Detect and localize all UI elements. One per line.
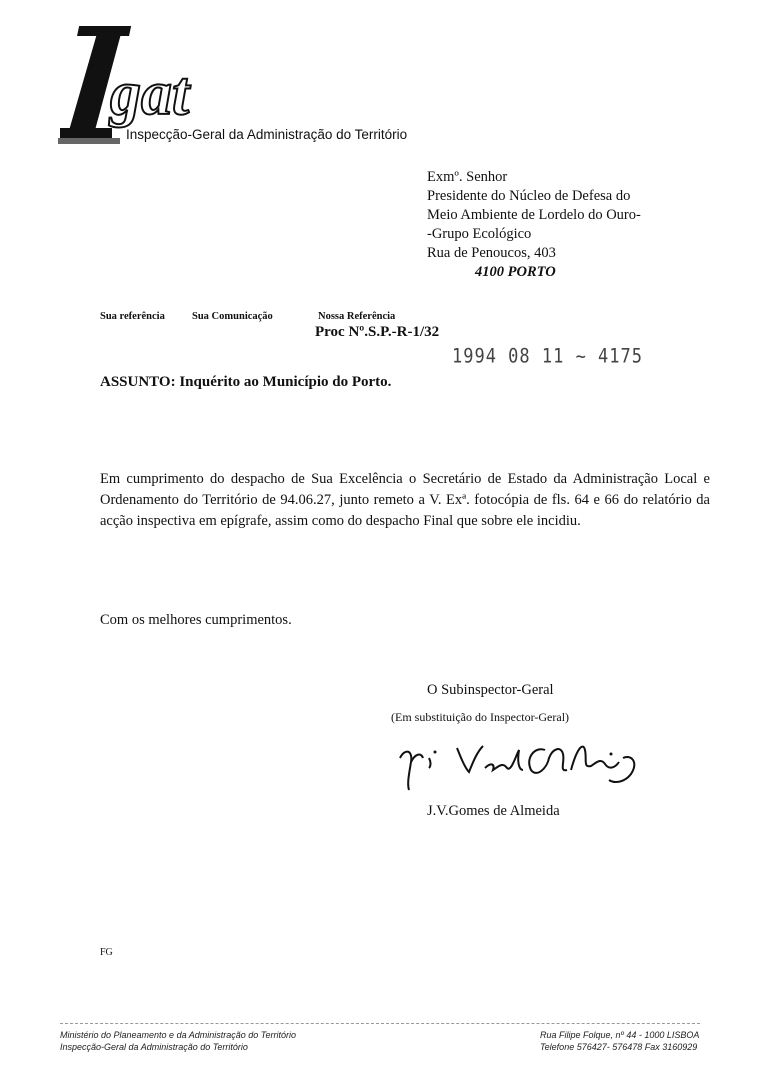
footer-address: Rua Filipe Folque, nº 44 - 1000 LISBOA: [540, 1030, 700, 1040]
recipient-line: Rua de Penoucos, 403: [427, 245, 556, 261]
your-reference-label: Sua referência: [100, 311, 165, 322]
recipient-line: Presidente do Núcleo de Defesa do: [427, 188, 631, 204]
closing-line: Com os melhores cumprimentos.: [100, 612, 292, 628]
svg-text:gat: gat: [110, 60, 190, 128]
recipient-line: Exmº. Senhor: [427, 169, 508, 185]
typist-initials: FG: [100, 947, 113, 958]
footer-ministry: Ministério do Planeamento e da Administração do Território: [60, 1030, 296, 1040]
footer-left: [60, 1029, 296, 1053]
your-communication-label: Sua Comunicação: [192, 311, 273, 322]
signatory-substitution: (Em substituição do Inspector-Geral): [391, 710, 570, 724]
handwritten-signature: [395, 728, 655, 798]
subject-line: ASSUNTO: Inquérito ao Município do Porto.: [100, 374, 392, 390]
our-reference-label: Nossa Referência: [318, 311, 396, 322]
recipient-line: -Grupo Ecológico: [427, 226, 532, 242]
process-number: Proc Nº.S.P.-R-1/32: [315, 324, 440, 340]
date-stamp: 1994 08 11 ~ 4175: [452, 345, 643, 368]
recipient-line: Meio Ambiente de Lordelo do Ouro-: [427, 207, 641, 223]
signatory-name: J.V.Gomes de Almeida: [427, 803, 560, 819]
organization-name: Inspecção-Geral da Administração do Território: [126, 127, 408, 142]
signatory-title: O Subinspector-Geral: [427, 682, 554, 698]
letter-body: Em cumprimento do despacho de Sua Excelência o Secretário de Estado da Administração Local e Ordenamento do Território de 94.06.27, junto remeto a V. Exª. fotocópia de fls. 64 e 66 do relatório da acção inspectiva em epígrafe, assim como do despacho Final que sobre ele incidiu.: [100, 471, 710, 529]
footer-phone-fax: Telefone 576427- 576478 Fax 3160929: [540, 1042, 698, 1052]
footer-divider: [60, 1023, 700, 1024]
footer-inspectorate: Inspecção-Geral da Administração do Território: [60, 1042, 248, 1052]
recipient-address: [427, 168, 641, 282]
recipient-city: 4100 PORTO: [475, 264, 556, 280]
footer-right: [540, 1029, 699, 1053]
